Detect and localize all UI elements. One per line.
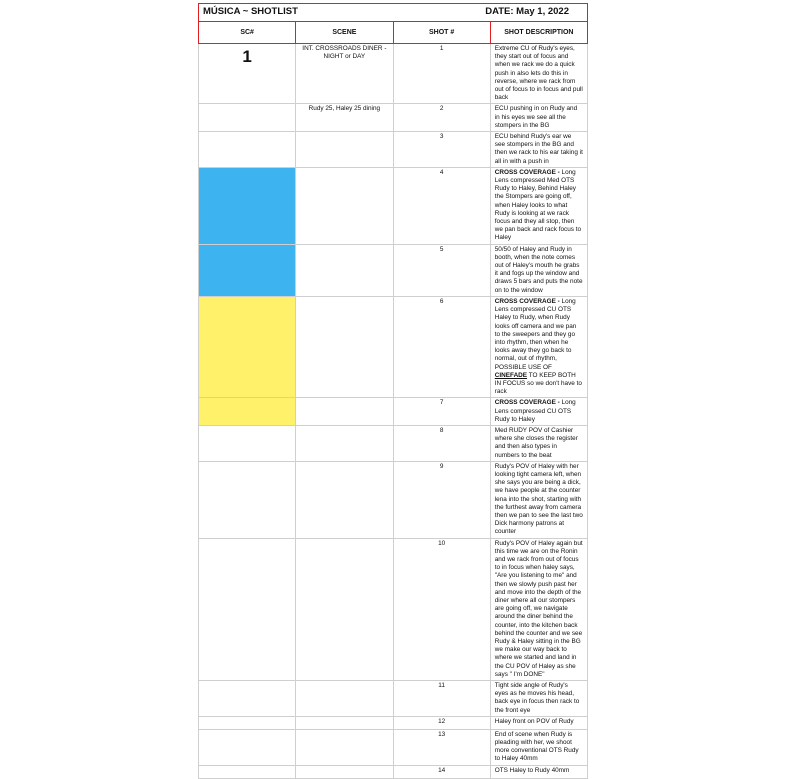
shot-number: 7 xyxy=(393,398,490,426)
shot-description: Rudy's POV of Haley again but this time we are on the Ronin and we rack from out of focus to in focus when haley says, "Are you listening to me" and then we slowly push past her and move into the depth of the diner where all our stompers are going off, we navigate around the diner behind the counter, into the kitchen back behind the counter and we see Rudy & Haley sitting in the BG we make our way back to where we started and land in the CU POV of Haley as she says " I'm DONE" xyxy=(490,538,587,680)
shot-number: 9 xyxy=(393,461,490,538)
sc-cell xyxy=(199,729,296,765)
table-row xyxy=(199,461,588,538)
shot-number: 5 xyxy=(393,244,490,296)
scene-heading: INT. CROSSROADS DINER - NIGHT or DAY xyxy=(296,44,393,104)
sc-cell xyxy=(199,681,296,717)
shot-description: Extreme CU of Rudy's eyes, they start out of focus and when we rack we do a quick push in also lets do this in reverse, where we rack from out of focus to in focus and pull back xyxy=(490,44,587,104)
shot-description-text: Long Lens compressed Med OTS Rudy to Haley, Behind Haley the Stompers are going off, when Haley looks to what Rudy is looking at we rack focus and they all stop, then we pan back and rack focus to Haley xyxy=(494,168,582,242)
col-header-shot xyxy=(393,22,490,44)
shot-description: 50/50 of Haley and Rudy in booth, when the note comes out of Haley's mouth he grabs it and fogs up the window and draws 5 bars and puts the note on to the window xyxy=(490,244,587,296)
sc-cell-blue xyxy=(199,167,296,244)
scene-cell xyxy=(296,244,393,296)
sc-cell-blue xyxy=(199,244,296,296)
sc-cell xyxy=(199,425,296,461)
shot-number: 8 xyxy=(393,425,490,461)
table-row xyxy=(199,765,588,778)
table-row xyxy=(199,132,588,168)
scene-cell xyxy=(296,398,393,426)
col-header-shot-label: SHOT # xyxy=(428,28,455,36)
shot-number: 4 xyxy=(393,167,490,244)
cross-coverage-label: CROSS COVERAGE - xyxy=(494,399,560,407)
scene-cell xyxy=(296,461,393,538)
shot-description-text-end: TO KEEP BOTH IN FOCUS so we don't have to rack xyxy=(494,371,582,396)
scene-number: 1 xyxy=(199,44,296,104)
shot-description: ECU pushing in on Rudy and in his eyes we see all the stompers in the BG xyxy=(490,104,587,132)
cinefade-term: CINEFADE xyxy=(494,371,528,379)
sc-cell xyxy=(199,538,296,680)
scene-cell xyxy=(296,716,393,729)
shot-description: End of scene when Rudy is pleading with her, we shoot more conventional OTS Rudy to Haley 40mm xyxy=(490,729,587,765)
shot-number: 6 xyxy=(393,296,490,397)
cross-coverage-label: CROSS COVERAGE - xyxy=(494,297,560,305)
shot-number: 3 xyxy=(393,132,490,168)
scene-cell xyxy=(296,296,393,397)
shot-description xyxy=(490,398,587,426)
title-cell xyxy=(199,4,588,22)
table-row xyxy=(199,167,588,244)
scene-cell xyxy=(296,167,393,244)
table-row xyxy=(199,729,588,765)
column-header-row xyxy=(199,22,588,44)
scene-cell xyxy=(296,729,393,765)
sc-cell-yellow xyxy=(199,296,296,397)
shot-description: ECU behind Rudy's ear we see stompers in the BG and then we rack to his ear taking it all in with a push in xyxy=(490,132,587,168)
col-header-scene: SCENE xyxy=(296,22,393,44)
table-row xyxy=(199,425,588,461)
table-row xyxy=(199,244,588,296)
table-row xyxy=(199,296,588,397)
cross-coverage-label: CROSS COVERAGE - xyxy=(494,168,560,176)
col-header-sc: SC# xyxy=(199,22,296,44)
document-title: MÚSICA ~ SHOTLIST xyxy=(203,6,298,18)
shot-description: Rudy's POV of Haley with her looking tight camera left, when she says you are being a dick, we have people at the counter lena into the shot, starting with the furthest away from camera then we pan to see the last two Dick harmony patrons at counter xyxy=(490,461,587,538)
sc-cell xyxy=(199,104,296,132)
shot-number: 1 xyxy=(393,44,490,104)
scene-cell xyxy=(296,681,393,717)
shot-description-text: Long Lens compressed CU OTS Haley to Rudy, when Rudy looks off camera and we pan to the sweepers and they go into rhythm, then when he looks away they go back to normal, out of rhythm, POSSIBLE USE OF xyxy=(494,297,577,371)
shot-number: 14 xyxy=(393,765,490,778)
shot-number: 12 xyxy=(393,716,490,729)
shot-description xyxy=(490,167,587,244)
table-row xyxy=(199,538,588,680)
scene-cell xyxy=(296,132,393,168)
shot-description-text: Long Lens compressed CU OTS Rudy to Haley xyxy=(494,399,576,423)
sc-cell xyxy=(199,716,296,729)
document-date: DATE: May 1, 2022 xyxy=(485,6,569,18)
sc-cell-yellow xyxy=(199,398,296,426)
col-header-description: SHOT DESCRIPTION xyxy=(490,22,587,44)
shot-number: 10 xyxy=(393,538,490,680)
scene-cast: Rudy 25, Haley 25 dining xyxy=(296,104,393,132)
shot-description xyxy=(490,296,587,397)
shot-description: Med RUDY POV of Cashier where she closes the register and then also types in numbers to the beat xyxy=(490,425,587,461)
sc-cell xyxy=(199,765,296,778)
sc-cell xyxy=(199,132,296,168)
table-row xyxy=(199,44,588,104)
shot-number: 13 xyxy=(393,729,490,765)
sc-cell xyxy=(199,461,296,538)
table-row xyxy=(199,398,588,426)
table-row xyxy=(199,681,588,717)
scene-cell xyxy=(296,765,393,778)
scene-cell xyxy=(296,538,393,680)
shot-description: Tight side angle of Rudy's eyes as he moves his head, back eye in focus then rack to the front eye xyxy=(490,681,587,717)
shot-number: 2 xyxy=(393,104,490,132)
shotlist-sheet xyxy=(198,3,588,779)
shot-number: 11 xyxy=(393,681,490,717)
table-row xyxy=(199,104,588,132)
shotlist-table xyxy=(198,3,588,779)
scene-cell xyxy=(296,425,393,461)
table-row xyxy=(199,716,588,729)
shot-description: Haley front on POV of Rudy xyxy=(490,716,587,729)
title-row xyxy=(199,4,588,22)
shot-description: OTS Haley to Rudy 40mm xyxy=(490,765,587,778)
